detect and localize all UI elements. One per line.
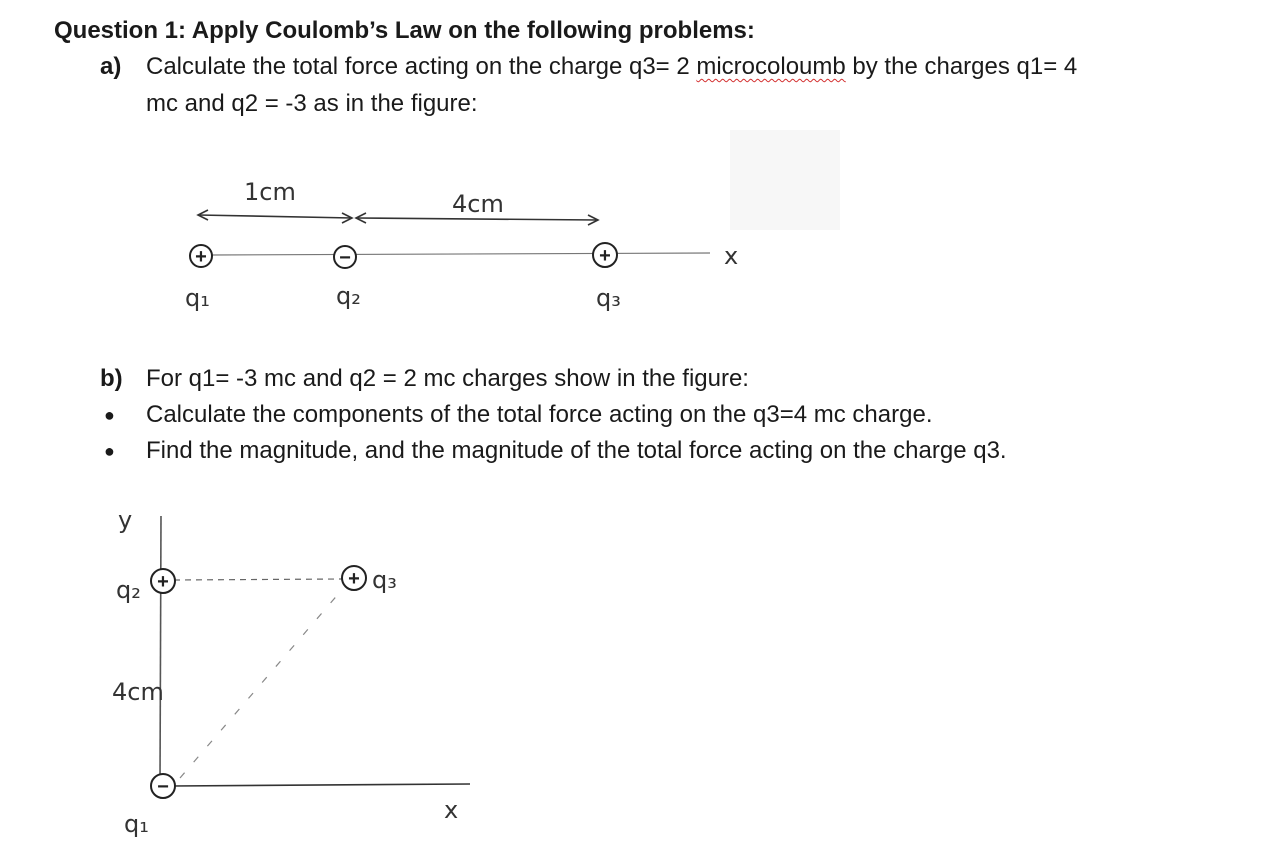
y-axis-label: y: [118, 506, 133, 534]
x-axis-label-b: x: [444, 796, 459, 824]
charge-q1-label: q₁: [185, 284, 210, 312]
bullet-1-symbol: ●: [104, 405, 115, 425]
charge-q3-label: q₃: [596, 284, 621, 312]
charge-q1-sign-b: −: [157, 776, 169, 798]
dashed-diagonal: [180, 592, 340, 778]
charge-q2-sign-b: +: [157, 571, 169, 593]
dist-label-4cm: 4cm: [452, 190, 504, 218]
bullet-1-text: Calculate the components of the total force acting on the q3=4 mc charge.: [146, 401, 933, 428]
x-axis-line-b: [172, 784, 470, 786]
question-heading: Question 1: Apply Coulomb’s Law on the following problems:: [54, 17, 755, 44]
y-axis-line: [160, 516, 161, 782]
part-b-intro: For q1= -3 mc and q2 = 2 mc charges show in the figure:: [146, 365, 749, 392]
charge-q1-sign: +: [195, 246, 207, 268]
charge-q3-sign-b: +: [348, 568, 360, 590]
charge-q2-label-b: q₂: [116, 576, 141, 604]
misspelled-word: microcoloumb: [696, 53, 846, 80]
part-a-line2: mc and q2 = -3 as in the figure:: [146, 90, 478, 117]
part-a-line1-rest: by the charges q1= 4: [845, 53, 1078, 80]
charge-q2-label: q₂: [336, 282, 361, 310]
bullet-2-symbol: ●: [104, 441, 115, 461]
charge-q3-label-b: q₃: [372, 566, 397, 594]
part-a-line1-text: Calculate the total force acting on the charge q3= 2: [146, 53, 697, 80]
part-b-marker: b): [100, 365, 123, 392]
bullet-2-text: Find the magnitude, and the magnitude of the total force acting on the charge q3.: [146, 437, 1007, 464]
x-axis-label: x: [724, 242, 739, 270]
charge-q3-sign: +: [599, 245, 611, 267]
dashed-horizontal: [174, 579, 342, 580]
dist-label-1cm: 1cm: [244, 178, 296, 206]
dist-label-4cm-b: 4cm: [112, 678, 164, 706]
part-a-marker: a): [100, 53, 122, 80]
charge-q2-sign: −: [339, 247, 351, 269]
charge-q1-label-b: q₁: [124, 810, 149, 838]
